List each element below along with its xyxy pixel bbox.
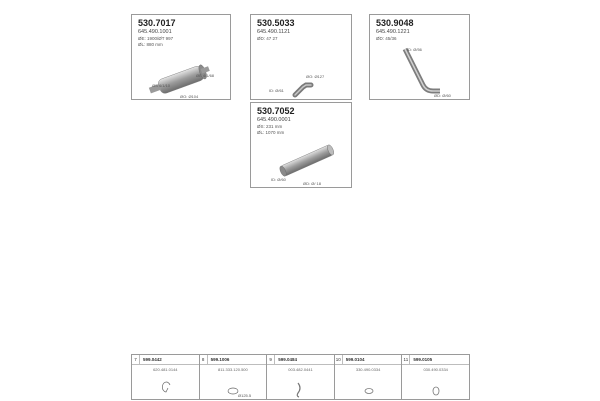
accessory-code: 599.0105 [413, 357, 433, 362]
dimension-label: ØO: Ø127 [306, 74, 325, 79]
straight-pipe-drawing-icon [251, 103, 353, 189]
dimension-label: ØD: Ø/ 18 [303, 181, 322, 186]
accessory-code: 599.0104 [345, 357, 365, 362]
accessory-oem: 330.490.0334 [355, 367, 381, 372]
part-card-straight-pipe[interactable] [250, 102, 352, 188]
dimension-label: ID: Ø/60 [271, 177, 286, 182]
accessory-cell[interactable] [267, 355, 335, 399]
spec-line: ØD: 45/36 [376, 36, 397, 41]
hanger-icon [267, 355, 334, 401]
rubber-ring-icon [335, 355, 402, 401]
dimension-label: ID: Ø/61 [269, 88, 284, 93]
accessory-cell[interactable] [200, 355, 268, 399]
dimension-label: ØS 4/1/10 [152, 83, 171, 88]
part-number: 530.7017 [138, 18, 176, 28]
dimension-label: ID: Ø/56 [407, 47, 422, 52]
part-card-bend-pipe[interactable] [250, 14, 352, 100]
spec-line: ØL: 1070 mm [257, 130, 285, 135]
dimension-label: ØE 4/1/68 [196, 73, 215, 78]
part-card-muffler[interactable] [131, 14, 231, 100]
accessory-index: 8 [200, 355, 208, 364]
accessory-cell[interactable] [402, 355, 469, 399]
accessory-code: 599.0442 [143, 357, 162, 362]
rubber-ring-icon [402, 355, 469, 401]
clamp-ring-icon [132, 355, 199, 401]
accessory-cell[interactable] [335, 355, 403, 399]
long-bend-pipe-drawing-icon [370, 15, 471, 101]
spec-line: ØL: 880 mm [138, 42, 163, 47]
accessory-index: 10 [335, 357, 341, 362]
dimension-label: ØO: Ø104 [180, 94, 199, 99]
accessory-oem: 620.481.0144 [153, 367, 178, 372]
dimension-label: ØD: Ø/60 [434, 93, 451, 98]
oem-number: 645.490.0001 [257, 117, 291, 123]
spec-line: ØS: 231 mm [257, 124, 283, 129]
accessory-oem: 811.333.120.500 [218, 367, 248, 372]
gasket-ring-icon [200, 355, 267, 401]
muffler-drawing-icon [132, 15, 232, 101]
oem-number: 645.490.1001 [138, 29, 172, 35]
accessory-cell[interactable] [132, 355, 200, 399]
oem-number: 645.490.1221 [376, 29, 410, 35]
accessory-index: 7 [132, 355, 140, 364]
accessory-oem: 003.482.0441 [288, 367, 313, 372]
bend-pipe-drawing-icon [251, 15, 353, 101]
part-number: 530.9048 [376, 18, 414, 28]
accessories-strip [131, 354, 470, 400]
accessory-oem: 030.490.0334 [423, 367, 448, 372]
part-card-long-bend-pipe[interactable] [369, 14, 470, 100]
part-number: 530.5033 [257, 18, 295, 28]
part-number: 530.7052 [257, 106, 295, 116]
accessory-code: 599.0484 [278, 357, 297, 362]
accessory-index: 9 [267, 355, 275, 364]
accessory-code: 599.1006 [210, 357, 230, 362]
spec-line: ØE: 1900/ØT 997 [138, 36, 174, 41]
dimension-label: Ø125.5 [237, 393, 251, 398]
accessory-index: 11 [402, 355, 410, 364]
spec-line: ØD: 47 27 [257, 36, 278, 41]
oem-number: 645.490.1121 [257, 29, 291, 35]
